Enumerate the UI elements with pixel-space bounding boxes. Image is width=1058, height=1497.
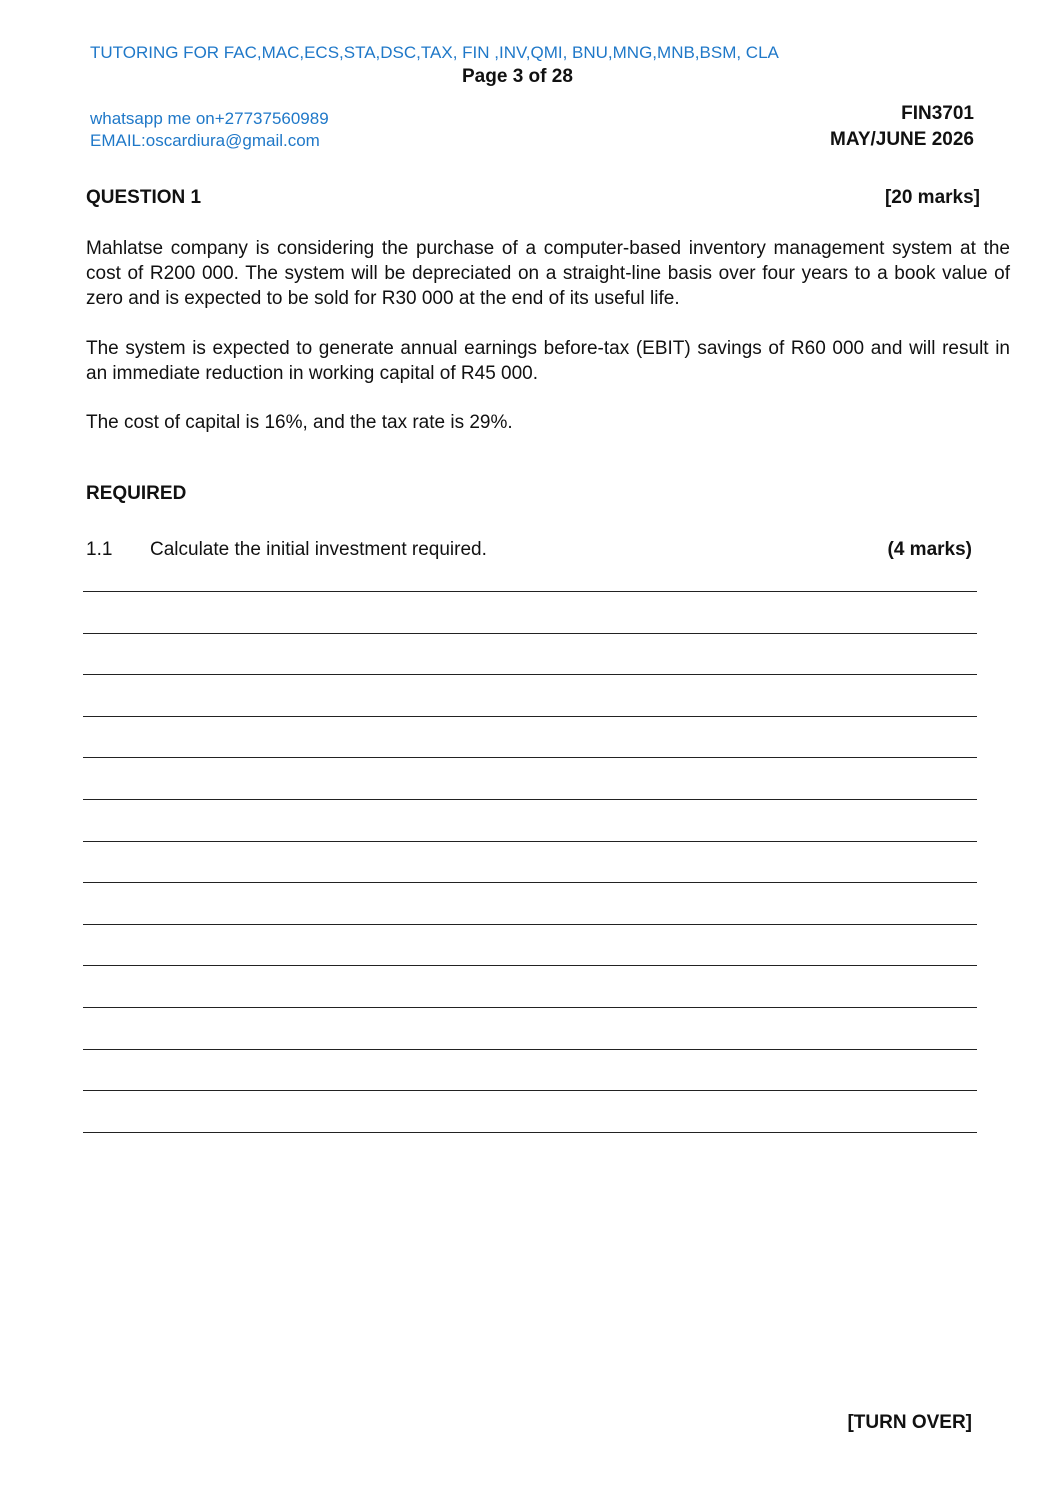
sub-question-text: Calculate the initial investment required. [150,539,487,560]
answer-line [83,1090,977,1091]
required-heading: REQUIRED [86,483,187,504]
question-title: QUESTION 1 [86,187,202,208]
question-paragraph: Mahlatse company is considering the purchase of a computer-based inventory management system at the cost of R200 000. The system will be depreciated on a straight-line basis over four years to a book value of zero and is expected to be sold for R30 000 at the end of its useful life. [86,238,1010,309]
answer-line [83,841,977,842]
answer-line [83,924,977,925]
answer-line [83,1132,977,1133]
exam-session: MAY/JUNE 2026 [830,129,974,150]
sub-question-number: 1.1 [86,539,113,560]
question-paragraph: The cost of capital is 16%, and the tax rate is 29%. [86,412,513,433]
question-paragraph: The system is expected to generate annual earnings before-tax (EBIT) savings of R60 000 and will result in an immediate reduction in working capital of R45 000. [86,338,1010,384]
course-code: FIN3701 [901,103,974,124]
whatsapp-contact: whatsapp me on+27737560989 [90,109,329,128]
sub-question-marks: (4 marks) [887,539,972,560]
answer-line [83,965,977,966]
course-info [830,101,974,153]
turn-over-label: [TURN OVER] [847,1412,972,1433]
answer-line [83,882,977,883]
answer-line [83,1049,977,1050]
answer-line [83,757,977,758]
page-number: Page 3 of 28 [462,66,573,87]
answer-line [83,591,977,592]
answer-line [83,716,977,717]
answer-line [83,1007,977,1008]
answer-line [83,674,977,675]
question-marks: [20 marks] [884,187,980,208]
answer-line [83,633,977,634]
contact-info [90,108,329,152]
email-contact: EMAIL:oscardiura@gmail.com [90,131,320,150]
question-header [86,187,980,209]
answer-line [83,799,977,800]
tutoring-banner: TUTORING FOR FAC,MAC,ECS,STA,DSC,TAX, FIN ,INV,QMI, BNU,MNG,MNB,BSM, CLA [90,43,779,62]
